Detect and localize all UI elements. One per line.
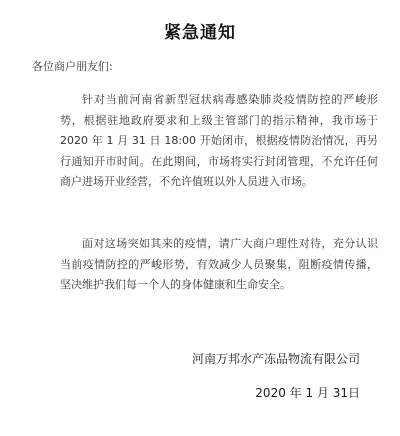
- notice-paragraph: 针对当前河南省新型冠状病毒感染肺炎疫情防控的严峻形势，根据驻地政府要求和上级主管部门的指示精神，我市场于 2020 年 1 月 31 日 18:00 开始闭市，根据疫情防治情况，再另行通知开市时间。在此期间，市场将实行封闭管理，不允许任何商户进场开业经营，不允许值班以外人员进入市场。: [60, 93, 378, 188]
- notice-paragraph: 面对这场突如其来的疫情，请广大商户理性对待，充分认识当前疫情防控的严峻形势，有效减少人员聚集，阻断疫情传播，坚决维护我们每一个人的身体健康和生命安全。: [60, 237, 378, 291]
- notice-salutation: 各位商户朋友们:: [32, 60, 113, 73]
- signature-date: 2020 年 1 月 31日: [255, 386, 360, 400]
- signature-organization: 河南万邦水产冻品物流有限公司: [191, 352, 360, 366]
- notice-title: 紧急通知: [164, 23, 236, 43]
